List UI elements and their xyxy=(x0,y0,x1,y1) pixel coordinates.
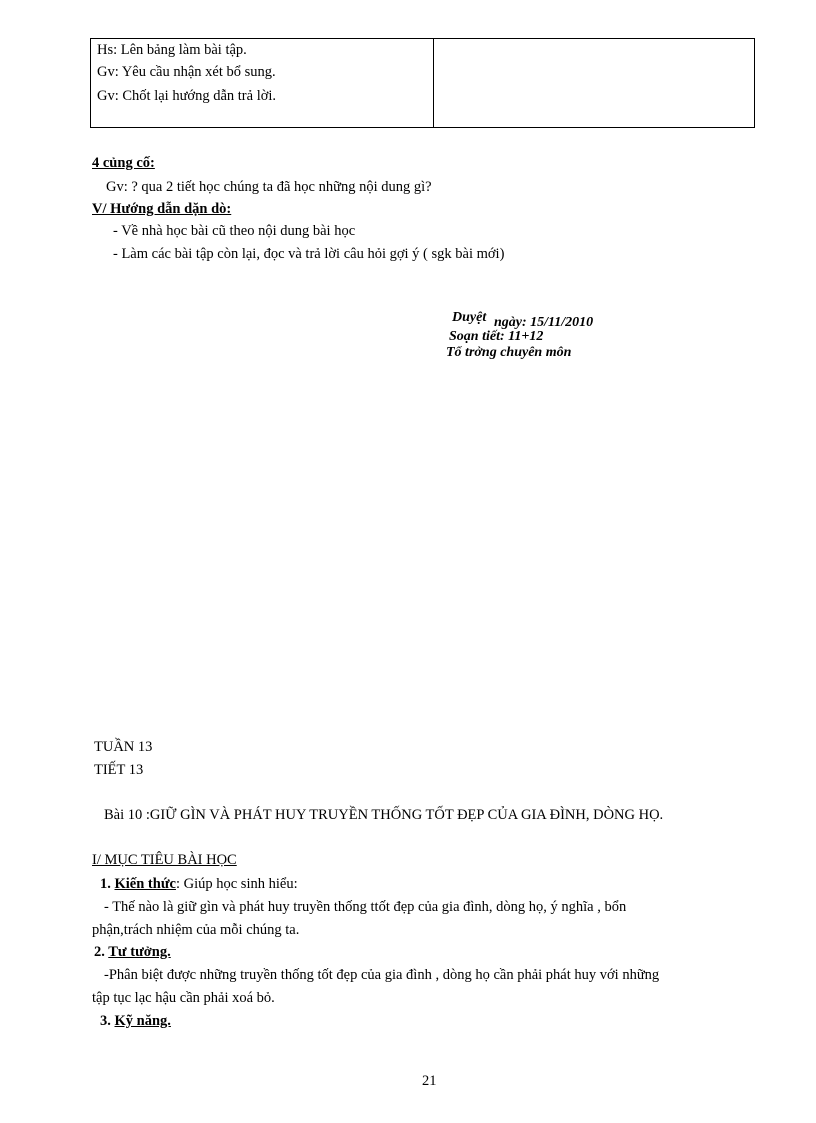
kienthuc-text: phận,trách nhiệm của mỗi chúng ta. xyxy=(92,922,300,938)
kienthuc-text: - Thế nào là giữ gìn và phát huy truyền thống ttốt đẹp của gia đình, dòng họ, ý nghĩa , bổn xyxy=(104,899,627,915)
tutuong-line xyxy=(94,944,171,961)
activity-table xyxy=(90,38,755,128)
approval-duyet: Duyệt xyxy=(452,310,487,325)
cungco-line: Gv: ? qua 2 tiết học chúng ta đã học những nội dung gì? xyxy=(106,179,432,195)
table-left-cell xyxy=(91,39,433,127)
approval-totruong: Tổ trởng chuyên môn xyxy=(446,345,572,360)
kienthuc-line xyxy=(100,876,298,893)
table-divider xyxy=(433,39,434,127)
huongdan-item: - Về nhà học bài cũ theo nội dung bài học xyxy=(113,223,356,239)
huongdan-heading: V/ Hướng dẫn dặn dò: xyxy=(92,201,232,217)
objectives-heading-text: I/ MỤC TIÊU BÀI HỌC xyxy=(92,852,237,868)
kynang-num: 3. xyxy=(100,1013,115,1029)
kienthuc-num: 1. xyxy=(100,876,115,892)
tutuong-text: -Phân biệt được những truyền thống tốt đẹp của gia đình , dòng họ cần phải phát huy với những xyxy=(104,967,660,983)
objectives-heading xyxy=(92,852,237,869)
lesson-title xyxy=(104,807,663,824)
huongdan-item: - Làm các bài tập còn lại, đọc và trả lời câu hỏi gợi ý ( sgk bài mới) xyxy=(113,246,505,262)
cungco-heading: 4 củng cố: xyxy=(92,155,155,171)
page-number: 21 xyxy=(422,1073,437,1089)
lesson-title-text: GIỮ GÌN VÀ PHÁT HUY TRUYỀN THỐNG TỐT ĐẸP CỦA GIA ĐÌNH, DÒNG HỌ. xyxy=(149,807,664,823)
kienthuc-label: Kiến thức xyxy=(114,876,176,892)
tutuong-label: Tư tưởng. xyxy=(108,944,171,960)
lesson-prefix: Bài 10 : xyxy=(104,807,150,823)
kynang-label: Kỹ năng. xyxy=(114,1013,171,1029)
approval-date: ngày: 15/11/2010 xyxy=(494,315,594,330)
table-line: Gv: Yêu cầu nhận xét bổ sung. xyxy=(97,64,276,80)
table-line: Hs: Lên bảng làm bài tập. xyxy=(97,42,247,58)
week-label: TUẦN 13 xyxy=(94,739,153,755)
approval-soan: Soạn tiết: 11+12 xyxy=(449,329,544,344)
kienthuc-rest: : Giúp học sinh hiểu: xyxy=(175,876,298,892)
kynang-line xyxy=(100,1013,171,1030)
period-label: TIẾT 13 xyxy=(94,762,144,778)
tutuong-text: tập tục lạc hậu cần phải xoá bỏ. xyxy=(92,990,275,1006)
table-line: Gv: Chốt lại hướng dẫn trả lời. xyxy=(97,88,277,104)
tutuong-num: 2. xyxy=(94,944,109,960)
